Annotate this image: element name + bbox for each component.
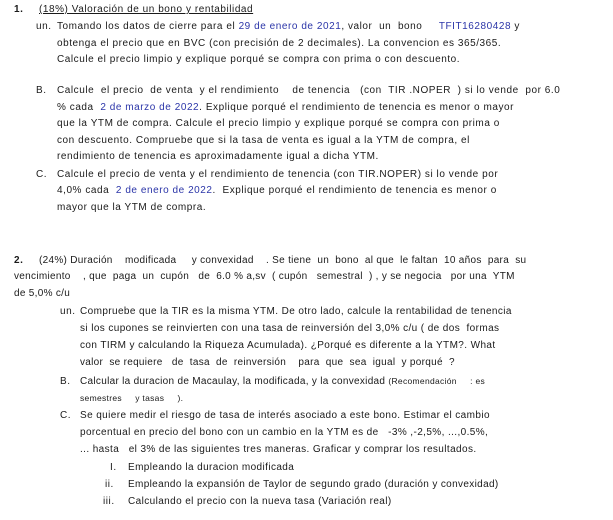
q1-c-line3: mayor que la YTM de compra. [57,202,207,213]
q2-c-item2-marker: ii. [105,479,114,490]
q1-b-line4: con descuento. Compruebe que si la tasa de venta es igual a la YTM de compra, el [57,135,470,146]
q1-b-line2-pre: % cada [57,102,101,113]
q2-c-line2: porcentual en precio del bono con un cambio en la YTM es de -3% ,-2,5%, ...,0.5%, [80,427,489,438]
q1-a-marker: un. [36,21,52,32]
q1-a-bond-code: TFIT16280428 [438,21,512,32]
q1-c-line1: Calcule el precio de venta y el rendimiento de tenencia (con TIR.NOPER) si lo vende por [57,169,499,180]
q2-c-item2: Empleando la expansión de Taylor de segundo grado (duración y convexidad) [128,479,499,490]
q2-a-line3: con TIRM y calculando la Riqueza Acumulada). ¿Porqué es diferente a la YTM?. What [80,340,496,351]
q2-b-marker: B. [60,376,71,387]
q1-a-line1-pre: Tomando los datos de cierre para el [57,21,239,32]
q2-a-line4: valor se requiere de tasa de reinversión para que sea igual y porqué ? [80,357,455,368]
q2-number: 2. [14,255,24,266]
q2-a-line2: si los cupones se reinvierten con una tasa de reinversión del 3,0% c/u ( de dos formas [80,323,500,334]
q2-b-line2: semestres y tasas ). [80,393,184,403]
q1-b-date: 2 de marzo de 2022 [100,102,200,113]
q2-c-marker: C. [60,410,72,421]
q1-b-line1: Calcule el precio de venta y el rendimiento de tenencia (con TIR .NOPER ) si lo vende por 6.0 [57,85,561,96]
q2-intro-line3: de 5,0% c/u [14,288,71,299]
q1-c-marker: C. [36,169,48,180]
q2-c-line3: ... hasta el 3% de las siguientes tres maneras. Graficar y comprar los resultados. [80,444,477,455]
q2-b-line1-main: Calcular la duracion de Macaulay, la modificada, y la convexidad [80,376,389,387]
q1-a-date: 29 de enero de 2021 [238,21,342,32]
q2-b-line1-small: (Recomendación : es [388,376,486,386]
q1-c-line2-pre: 4,0% cada [57,185,116,196]
q2-a-line1: Compruebe que la TIR es la misma YTM. De otro lado, calcule la rentabilidad de tenencia [80,306,512,317]
q1-a-line1-post: y [511,21,520,32]
q1-b-marker: B. [36,85,47,96]
q1-c-date: 2 de enero de 2022 [115,185,213,196]
q1-a-line1 [57,20,520,33]
q1-b-line5: rendimiento de tenencia es aproximadamente igual a dicha YTM. [57,151,379,162]
q2-c-item1: Empleando la duracion modificada [128,462,295,473]
q2-a-marker: un. [60,306,76,317]
q1-a-line1-mid: , valor un bono [341,21,439,32]
q1-b-line2 [57,101,514,114]
q2-c-line1: Se quiere medir el riesgo de tasa de interés asociado a este bono. Estimar el cambio [80,410,490,421]
q1-title: (18%) Valoración de un bono y rentabilidad [39,4,254,15]
q1-c-line2 [57,184,497,197]
q1-b-line3: que la YTM de compra. Calcule el precio limpio y explique porqué se compra con prima o [57,118,500,129]
q2-c-item3-marker: iii. [103,496,115,507]
q1-a-line3: Calcule el precio limpio y explique porqué se compra con prima o con descuento. [57,54,461,65]
q2-intro-line1: (24%) Duración modificada y convexidad . Se tiene un bono al que le faltan 10 años para su [39,255,527,266]
q2-intro-line2: vencimiento , que paga un cupón de 6.0 % a,sv ( cupón semestral ) , y se negocia por una YTM [14,271,515,282]
q1-b-line2-post: . Explique porqué el rendimiento de tenencia es menor o mayor [199,102,514,113]
q1-a-line2: obtenga el precio que en BVC (con precisión de 2 decimales). La convencion es 365/365. [57,38,502,49]
q2-c-item1-marker: I. [110,462,117,473]
q1-c-line2-post: . Explique porqué el rendimiento de tenencia es menor o [212,185,497,196]
q2-b-line1 [80,375,485,388]
q1-number: 1. [14,4,24,15]
q2-c-item3: Calculando el precio con la nueva tasa (Variación real) [128,496,392,507]
